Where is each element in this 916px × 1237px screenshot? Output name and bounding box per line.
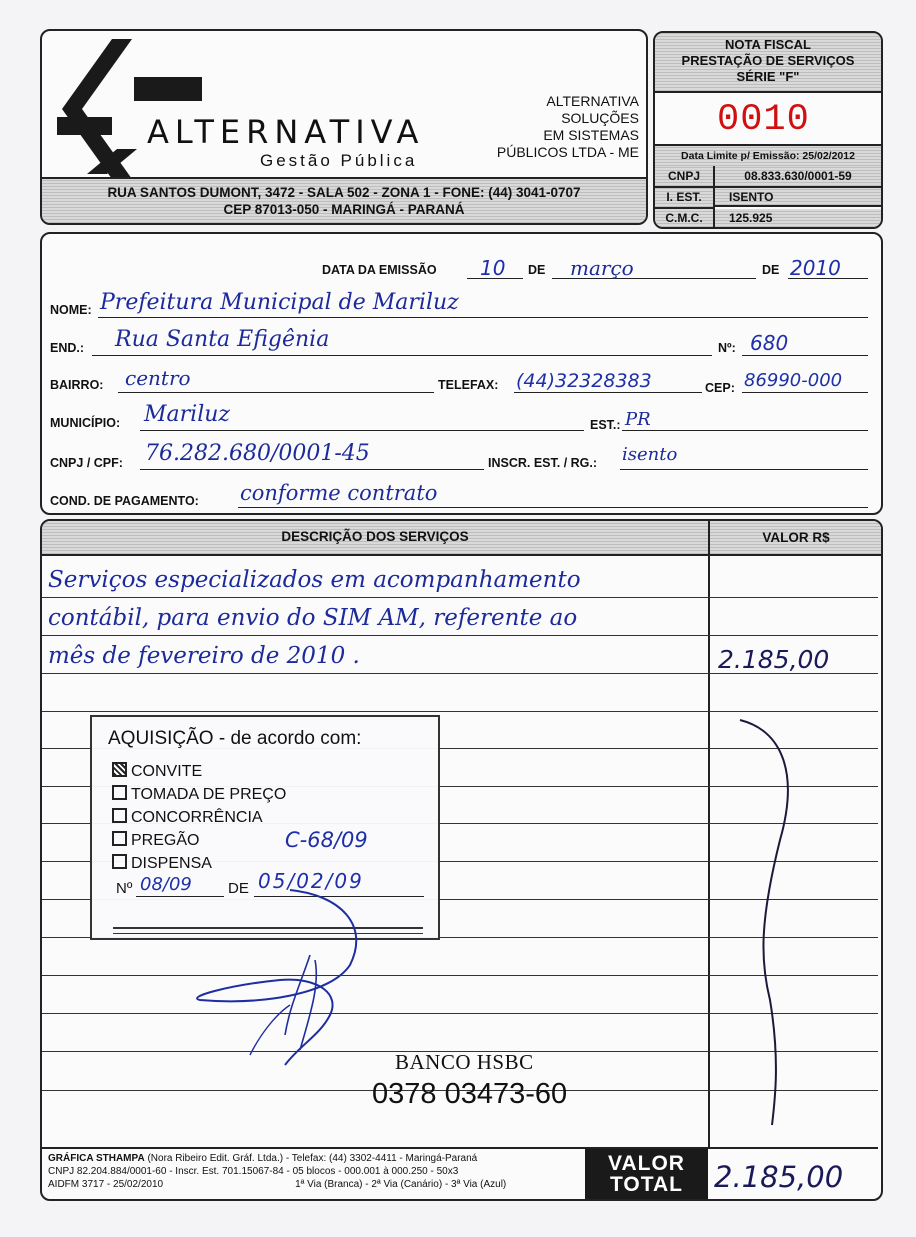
cnpj-cpf-value: 76.282.680/0001-45 (145, 441, 370, 466)
end-label: END.: (50, 341, 85, 355)
cmc-label: C.M.C. (655, 209, 715, 227)
address-line-1: RUA SANTOS DUMONT, 3472 - SALA 502 - ZONA 1 - FONE: (44) 3041-0707 (107, 185, 581, 200)
logo-subtitle: Gestão Pública (260, 151, 418, 170)
end-value: Rua Santa Efigênia (115, 327, 330, 352)
company-name-line: EM SISTEMAS (543, 127, 639, 143)
printer-info (48, 1152, 506, 1191)
inscr-value: isento (622, 444, 678, 465)
valor-total-word: VALOR (608, 1152, 685, 1175)
option-label: PREGÃO (131, 832, 200, 849)
printer-line-2: CNPJ 82.204.884/0001-60 - Inscr. Est. 701.15067-84 - 05 blocos - 000.001 à 000.250 - 50x3 (48, 1166, 459, 1177)
company-name-line: ALTERNATIVA (546, 93, 639, 109)
checkbox-icon (112, 785, 127, 800)
telefax-label: TELEFAX: (438, 378, 499, 392)
data-limite: Data Limite p/ Emissão: 25/02/2012 (655, 144, 881, 168)
data-ano-label: DE (762, 263, 780, 277)
cnpj-cpf-label: CNPJ / CPF: (50, 456, 123, 470)
cnpj-label: CNPJ (655, 166, 715, 188)
cond-label: COND. DE PAGAMENTO: (50, 494, 199, 508)
service-line: contábil, para envio do SIM AM, referente ao (48, 605, 578, 631)
stamp-title: AQUISIÇÃO - de acordo com: (108, 728, 362, 749)
option-convite (112, 760, 286, 783)
iest-label: I. EST. (655, 188, 715, 209)
invoice-title-line: SÉRIE "F" (736, 69, 800, 84)
stamp-num: 08/09 (140, 874, 192, 895)
printer-line-1 (48, 1152, 506, 1165)
option-tomada (112, 783, 286, 806)
option-label: DISPENSA (131, 855, 212, 872)
data-de-label: DE (528, 263, 546, 277)
cep-label: CEP: (705, 381, 735, 395)
option-label: CONVITE (131, 763, 203, 780)
option-label: CONCORRÊNCIA (131, 809, 263, 826)
company-address (42, 177, 646, 223)
checked-box-icon (112, 762, 127, 777)
bank-account: 0378 03473-60 (372, 1078, 568, 1110)
invoice-title (655, 33, 881, 93)
company-header (40, 29, 648, 225)
value-void-stroke (720, 700, 810, 1140)
valor-header: VALOR R$ (762, 530, 830, 545)
num-label: Nº: (718, 341, 736, 355)
service-value: 2.185,00 (718, 645, 830, 674)
municipio-value: Mariluz (144, 402, 230, 427)
printer-aidf: AIDFM 3717 - 25/02/2010 (48, 1179, 164, 1190)
cep-value: 86990-000 (744, 370, 843, 391)
stamp-num-label: Nº (116, 880, 133, 897)
company-name-line: PÚBLICOS LTDA - ME (496, 144, 639, 160)
option-concorrencia (112, 806, 286, 829)
valor-total-word: TOTAL (609, 1173, 684, 1196)
iest-value: ISENTO (715, 188, 881, 207)
est-value: PR (625, 409, 651, 430)
logo-text: ALTERNATIVA (147, 113, 425, 151)
option-label: TOMADA DE PREÇO (131, 786, 287, 803)
invoice-title-line: NOTA FISCAL (725, 37, 811, 52)
desc-header: DESCRIÇÃO DOS SERVIÇOS (281, 529, 469, 544)
data-dia: 10 (480, 256, 506, 280)
invoice-title-line: PRESTAÇÃO DE SERVIÇOS (681, 53, 855, 68)
company-name (467, 93, 639, 161)
printer-details: (Nora Ribeiro Edit. Gráf. Ltda.) - Telefax: (44) 3302-4411 - Maringá-Paraná (144, 1153, 478, 1164)
bairro-label: BAIRRO: (50, 378, 104, 392)
stamp-de-label: DE (228, 880, 249, 897)
num-value: 680 (750, 331, 789, 355)
cmc-value: 125.925 (715, 209, 881, 227)
service-line: mês de fevereiro de 2010 . (48, 643, 360, 669)
bank-name: BANCO HSBC (395, 1050, 534, 1074)
data-mes: março (570, 256, 634, 280)
valor-total-label (585, 1149, 708, 1199)
printer-name: GRÁFICA STHAMPA (48, 1153, 145, 1164)
municipio-label: MUNICÍPIO: (50, 416, 121, 430)
stamp-options (112, 760, 286, 875)
data-ano: 2010 (790, 256, 841, 280)
checkbox-icon (112, 831, 127, 846)
valor-total-value: 2.185,00 (714, 1160, 844, 1194)
stamp-annotation: C-68/09 (285, 828, 368, 852)
signature (190, 885, 380, 1070)
nome-label: NOME: (50, 303, 92, 317)
nome-value: Prefeitura Municipal de Mariluz (100, 290, 459, 315)
printer-vias: 1ª Via (Branca) - 2ª Via (Canário) - 3ª Via (Azul) (295, 1179, 507, 1190)
company-logo-icon (52, 39, 202, 179)
column-divider (708, 521, 710, 1147)
checkbox-icon (112, 854, 127, 869)
bairro-value: centro (125, 366, 191, 390)
inscr-label: INSCR. EST. / RG.: (488, 456, 598, 470)
est-label: EST.: (590, 418, 621, 432)
invoice-header (653, 31, 883, 229)
printer-line-3 (48, 1178, 506, 1191)
address-line-2: CEP 87013-050 - MARINGÁ - PARANÁ (223, 202, 465, 217)
company-name-line: SOLUÇÕES (561, 110, 639, 126)
stamp-date: 05/02/09 (258, 869, 364, 893)
cnpj-value: 08.833.630/0001-59 (715, 166, 881, 188)
telefax-value: (44)32328383 (516, 370, 652, 392)
service-line: Serviços especializados em acompanhamento (48, 567, 581, 593)
data-emissao-label: DATA DA EMISSÃO (322, 263, 437, 277)
invoice-number: 0010 (717, 99, 810, 141)
checkbox-icon (112, 808, 127, 823)
cond-value: conforme contrato (240, 481, 438, 505)
option-pregao (112, 829, 286, 852)
